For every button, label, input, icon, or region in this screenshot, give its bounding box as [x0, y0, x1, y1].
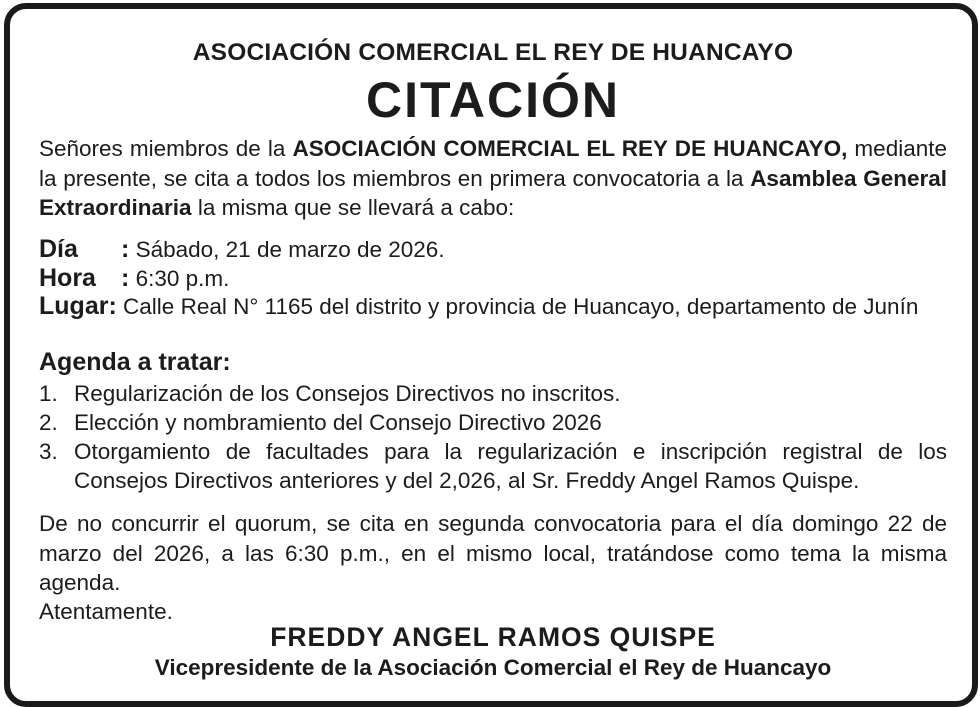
place-value: Calle Real N° 1165 del distrito y provincia de Huancayo, departamento de Junín	[123, 294, 919, 319]
time-value: 6:30 p.m.	[135, 266, 230, 291]
signatory-role: Vicepresidente de la Asociación Comercial el Rey de Huancayo	[154, 655, 832, 680]
detail-day	[39, 235, 947, 264]
time-colon: :	[121, 264, 130, 292]
agenda-list	[39, 379, 947, 495]
day-label: Día	[39, 235, 78, 263]
detail-time	[39, 264, 947, 293]
agenda-item-number: 3.	[39, 439, 58, 464]
detail-place	[39, 293, 947, 320]
agenda-item	[39, 437, 947, 495]
organization-header: ASOCIACIÓN COMERCIAL EL REY DE HUANCAYO	[192, 39, 794, 66]
notice-frame	[4, 3, 978, 707]
time-label: Hora	[39, 264, 96, 292]
intro-text-1: Señores miembros de la	[39, 136, 293, 161]
intro-text-3: la misma que se llevará a cabo:	[191, 195, 515, 220]
signatory-name: FREDDY ANGEL RAMOS QUISPE	[270, 622, 716, 652]
intro-text-2: mediante la presente, se cita a todos los miembros en primera convocatoria a la	[39, 136, 947, 191]
day-colon: :	[121, 235, 130, 263]
agenda-item-number: 1.	[39, 381, 58, 406]
agenda-item-text: Elección y nombramiento del Consejo Directivo 2026	[74, 410, 602, 435]
day-value: Sábado, 21 de marzo de 2026.	[135, 237, 445, 262]
intro-paragraph	[39, 134, 947, 223]
agenda-item-number: 2.	[39, 410, 58, 435]
regards: Atentamente.	[39, 599, 173, 624]
agenda-item-text: Otorgamiento de facultades para la regularización e inscripción registral de los Consejos Directivos anteriores y del 2,026, al Sr. Freddy Angel Ramos Quispe.	[74, 439, 947, 493]
intro-organization: ASOCIACIÓN COMERCIAL EL REY DE HUANCAYO,	[292, 136, 848, 161]
place-colon: :	[108, 292, 117, 320]
agenda-item-text: Regularización de los Consejos Directivos no inscritos.	[74, 381, 621, 406]
meeting-details	[39, 235, 947, 320]
notice-title: CITACIÓN	[366, 72, 620, 128]
agenda-title: Agenda a tratar:	[39, 348, 231, 376]
agenda-item	[39, 379, 947, 408]
second-call-paragraph: De no concurrir el quorum, se cita en segunda convocatoria para el día domingo 22 de marzo del 2026, a las 6:30 p.m., en el mismo local, tratándose como tema la misma agenda.	[39, 511, 947, 595]
intro-assembly: Asamblea General Extraordinaria	[39, 165, 947, 220]
place-label: Lugar	[39, 292, 109, 320]
agenda-item	[39, 408, 947, 437]
